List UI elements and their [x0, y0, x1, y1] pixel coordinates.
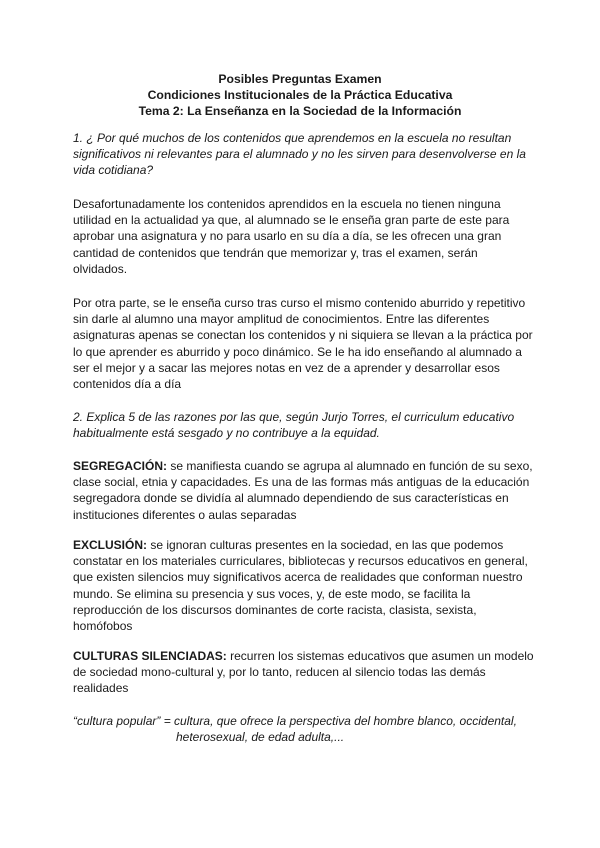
question-1: 1. ¿ Por qué muchos de los contenidos que aprendemos en la escuela no resultan significativos ni relevantes para el alumnado y no les sirven para desenvolverse en la vida cotidiana? [73, 131, 526, 178]
document-header [0, 71, 600, 119]
text-culturas-silenciadas: recurren los sistemas educativos que asumen un modelo de sociedad mono-cultural y, por lo tanto, reducen al silencio todas las demás realidades [73, 649, 534, 696]
term-exclusion: EXCLUSIÓN: [73, 538, 148, 552]
text-exclusion: se ignoran culturas presentes en la sociedad, en las que podemos constatar en los materiales curriculares, bibliotecas y recursos educativos en general, que existen silencios muy significativos acerca de realidades que conforman nuestro mundo. Se elimina su presencia y sus voces, y, de este modo, se facilita la reproducción de los discursos dominantes de corte racista, clasista, sexista, homófobos [73, 538, 528, 634]
term-segregacion: SEGREGACIÓN: [73, 459, 168, 473]
question-2: 2. Explica 5 de las razones por las que, según Jurjo Torres, el curriculum educativo habitualmente está sesgado y no contribuye a la equidad. [73, 410, 515, 441]
cultura-popular-line-1: “cultura popular” = cultura, que ofrece la perspectiva del hombre blanco, occidental, [73, 714, 517, 728]
reason-culturas-silenciadas [73, 648, 535, 697]
cultura-popular-line-2: heterosexual, de edad adulta,... [176, 730, 345, 745]
header-line-3: Tema 2: La Enseñanza en la Sociedad de la Información [138, 104, 462, 118]
reason-exclusion [73, 537, 535, 634]
answer-1-paragraph-2: Por otra parte, se le enseña curso tras curso el mismo contenido aburrido y repetitivo sin darle al alumno una mayor amplitud de conocimientos. Entre las diferentes asignaturas apenas se conectan los contenidos y ni siquiera se llevan a la práctica por lo que aprender es aburrido y poco dinámico. Se le ha ido enseñando al alumnado a ser el mejor y a sacar las mejores notas en vez de a aprender y desarrollar esos contenidos día a día [73, 296, 533, 392]
term-culturas-silenciadas: CULTURAS SILENCIADAS: [73, 649, 227, 663]
answer-1-paragraph-1: Desafortunadamente los contenidos aprendidos en la escuela no tienen ninguna utilidad en la actualidad ya que, al alumnado se le enseña gran parte de este para aprobar una asignatura y no para usarlo en su día a día, se les ofrecen una gran cantidad de contenidos que tendrán que memorizar y, tras el examen, serán olvidados. [73, 197, 510, 276]
header-line-1: Posibles Preguntas Examen [218, 72, 382, 86]
header-line-2: Condiciones Institucionales de la Práctica Educativa [147, 88, 453, 102]
reason-segregacion [73, 458, 535, 523]
text-segregacion: se manifiesta cuando se agrupa al alumnado en función de su sexo, clase social, etnia y capacidades. Es una de las formas más antiguas de la educación segregadora donde se dividía al alumnado dependiendo de sus características en instituciones diferentes o aulas separadas [73, 459, 533, 522]
cultura-popular-note [73, 713, 535, 745]
